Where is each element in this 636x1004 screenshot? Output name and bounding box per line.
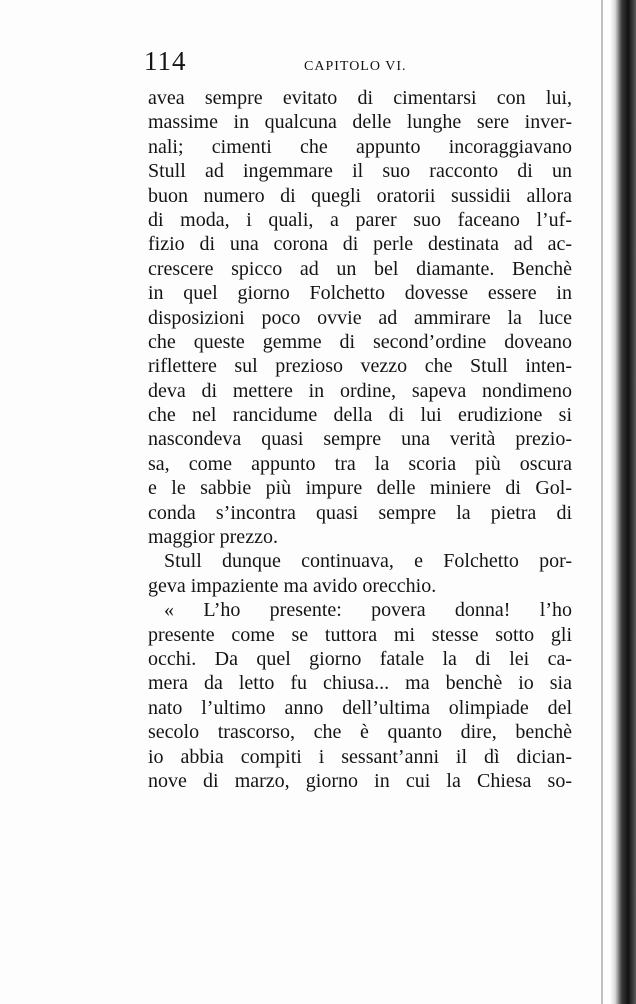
text-line: occhi. Da quel giorno fatale la di lei ca-	[148, 647, 572, 670]
text-line: nali; cimenti che appunto incoraggiavano	[148, 135, 572, 158]
text-line: avea sempre evitato di cimentarsi con lui,	[148, 87, 572, 109]
text-line: mera da letto fu chiusa... ma benchè io sia	[148, 672, 572, 695]
text-line: buon numero di quegli oratorii sussidii allora	[148, 184, 572, 207]
book-binding-edge	[610, 0, 636, 1004]
paragraph-2	[148, 549, 572, 598]
text-line: riflettere sul prezioso vezzo che Stull inten-	[148, 355, 572, 378]
text-line: conda s’incontra quasi sempre la pietra di	[148, 501, 572, 524]
text-line: geva impaziente ma avido orecchio.	[148, 574, 437, 597]
text-line: disposizioni poco ovvie ad ammirare la luce	[148, 306, 572, 329]
text-line: Stull dunque continuava, e Folchetto por-	[164, 550, 572, 573]
text-line: io abbia compiti i sessant’anni il dì dician-	[148, 745, 572, 768]
text-line: nato l’ultimo anno dell’ultima olimpiade del	[148, 696, 572, 719]
text-line: presente come se tuttora mi stesse sotto gli	[148, 623, 572, 646]
text-line: Stull ad ingemmare il suo racconto di un	[148, 160, 572, 183]
paragraph-1	[148, 86, 572, 549]
body-text	[148, 86, 572, 793]
text-line: di moda, i quali, a parer suo faceano l’uf-	[148, 208, 572, 231]
paragraph-3	[148, 598, 572, 793]
text-line: nascondeva quasi sempre una verità prezio-	[148, 428, 572, 451]
text-line: in quel giorno Folchetto dovesse essere in	[148, 282, 572, 305]
text-line: sa, come appunto tra la scoria più oscura	[148, 452, 572, 475]
text-line: maggior prezzo.	[148, 526, 278, 549]
text-line: e le sabbie più impure delle miniere di Gol-	[148, 477, 572, 500]
text-line: che nel rancidume della di lui erudizione si	[148, 404, 572, 427]
text-line: nove di marzo, giorno in cui la Chiesa so-	[148, 769, 572, 792]
page-number: 114	[144, 46, 187, 76]
text-line: secolo trascorso, che è quanto dire, benchè	[148, 721, 572, 744]
text-line: massime in qualcuna delle lunghe sere inver-	[148, 111, 572, 134]
running-head: CAPITOLO VI.	[304, 59, 407, 74]
text-line: deva di mettere in ordine, sapeva nondimeno	[148, 379, 572, 402]
text-line: « L’ho presente: povera donna! l’ho	[164, 599, 572, 622]
text-line: che queste gemme di second’ordine doveano	[148, 330, 572, 353]
page-gutter-line	[601, 0, 603, 1004]
text-line: crescere spicco ad un bel diamante. Benchè	[148, 257, 572, 280]
text-line: fizio di una corona di perle destinata ad ac-	[148, 233, 572, 256]
